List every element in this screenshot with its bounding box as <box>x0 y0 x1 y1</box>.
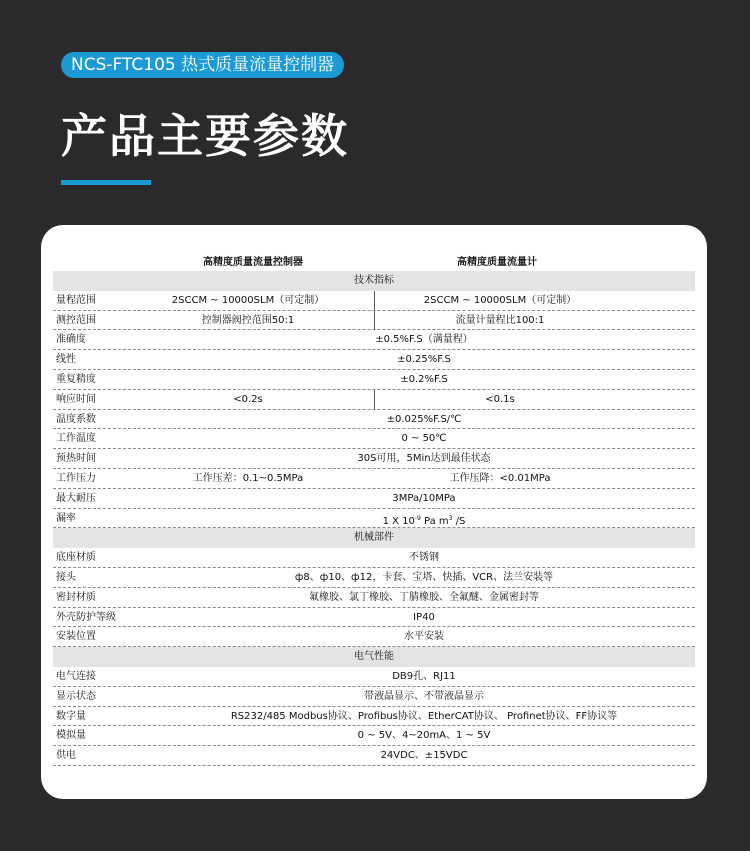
row-label: 安装位置 <box>56 631 96 643</box>
table-row <box>53 608 695 628</box>
row-value-controller: 控制器阀控范围50:1 <box>201 314 295 326</box>
row-value: ±0.2%F.S <box>400 373 448 385</box>
spec-table <box>53 271 695 766</box>
table-row <box>53 726 695 746</box>
row-value: ±0.025%F.S/℃ <box>386 413 462 425</box>
row-value-controller: 工作压差：0.1~0.5MPa <box>192 472 304 484</box>
section-label: 技术指标 <box>354 275 394 286</box>
row-label: 量程范围 <box>56 294 96 306</box>
table-row <box>53 370 695 390</box>
spec-card <box>41 225 707 799</box>
table-row <box>53 627 695 647</box>
row-label: 密封材质 <box>56 591 96 603</box>
table-row <box>53 449 695 469</box>
row-label: 显示状态 <box>56 690 96 702</box>
table-row <box>53 429 695 449</box>
row-value-controller: <0.2s <box>233 393 263 405</box>
row-value: 氟橡胶、氯丁橡胶、丁腈橡胶、全氟醚、金属密封等 <box>309 591 539 603</box>
table-row <box>53 330 695 350</box>
table-row <box>53 687 695 707</box>
section-header-tech <box>53 271 695 291</box>
row-label: 数字量 <box>56 710 86 722</box>
row-value: 带液晶显示、不带液晶显示 <box>364 690 484 702</box>
row-label: 漏率 <box>56 512 76 524</box>
table-row <box>53 469 695 489</box>
row-label: 接头 <box>56 571 76 583</box>
row-value: 水平安装 <box>404 631 444 643</box>
table-row <box>53 291 695 311</box>
row-value-controller: 2SCCM ~ 10000SLM（可定制） <box>171 294 325 306</box>
leak-rate-unit: Pa m <box>420 515 449 527</box>
row-value: 0 ~ 5V、4~20mA、1 ~ 5V <box>357 730 491 742</box>
row-label: 响应时间 <box>56 393 96 405</box>
table-row <box>53 707 695 727</box>
column-header-meter: 高精度质量流量计 <box>457 257 537 268</box>
row-label: 预热时间 <box>56 453 96 465</box>
row-value: ±0.5%F.S（满量程） <box>375 334 473 346</box>
product-model-pill: NCS-FTC105 热式质量流量控制器 <box>61 52 344 78</box>
row-value: DB9孔、RJ11 <box>392 670 456 682</box>
row-value: ±0.25%F.S <box>397 354 451 366</box>
page-title: 产品主要参数 <box>61 109 349 163</box>
row-label: 测控范围 <box>56 314 96 326</box>
row-value: 3MPa/10MPa <box>392 492 456 504</box>
row-label: 工作压力 <box>56 472 96 484</box>
row-value: 24VDC、±15VDC <box>380 750 468 762</box>
row-value-meter: 工作压降：<0.01MPa <box>449 472 551 484</box>
row-label: 模拟量 <box>56 730 86 742</box>
row-value-meter: 2SCCM ~ 10000SLM（可定制） <box>423 294 577 306</box>
row-label: 重复精度 <box>56 373 96 385</box>
row-label: 工作温度 <box>56 433 96 445</box>
table-row <box>53 350 695 370</box>
row-label: 底座材质 <box>56 552 96 564</box>
row-label: 外壳防护等级 <box>56 611 116 623</box>
leak-rate-base: 1 X 10 <box>382 515 415 527</box>
row-label: 最大耐压 <box>56 492 96 504</box>
table-row <box>53 311 695 331</box>
table-row <box>53 667 695 687</box>
table-row <box>53 390 695 410</box>
leak-rate-unit-exponent: 3 <box>448 514 453 522</box>
row-label: 电气连接 <box>56 670 96 682</box>
row-value: IP40 <box>413 611 435 623</box>
row-value: ф8、ф10、ф12，卡套、宝塔、快插、VCR、法兰安装等 <box>294 571 554 583</box>
title-underline <box>61 180 151 185</box>
table-row <box>53 746 695 766</box>
table-row <box>53 588 695 608</box>
row-label: 线性 <box>56 354 76 366</box>
row-value: 30S可用，5Min达到最佳状态 <box>357 453 491 465</box>
table-row <box>53 410 695 430</box>
section-header-elec <box>53 647 695 667</box>
row-value: 不锈钢 <box>409 552 439 564</box>
row-label: 准确度 <box>56 334 86 346</box>
table-row <box>53 548 695 568</box>
leak-rate-unit-suffix: /S <box>452 515 466 527</box>
table-row <box>53 489 695 509</box>
row-label: 温度系数 <box>56 413 96 425</box>
row-value: RS232/485 Modbus协议、Profibus协议、EtherCAT协议、 Profinet协议、FF协议等 <box>230 710 618 722</box>
row-label: 供电 <box>56 750 76 762</box>
row-value-meter: 流量计量程比100:1 <box>455 314 545 326</box>
section-label: 电气性能 <box>354 651 394 663</box>
row-value-meter: <0.1s <box>485 393 515 405</box>
column-header-controller: 高精度质量流量控制器 <box>203 257 303 268</box>
row-value: 0 ~ 50℃ <box>401 433 447 445</box>
section-header-mech <box>53 528 695 548</box>
table-row <box>53 509 695 529</box>
table-row <box>53 568 695 588</box>
section-label: 机械部件 <box>354 532 394 544</box>
row-value-leak-rate <box>153 509 695 531</box>
leak-rate-exponent: -9 <box>414 514 421 522</box>
